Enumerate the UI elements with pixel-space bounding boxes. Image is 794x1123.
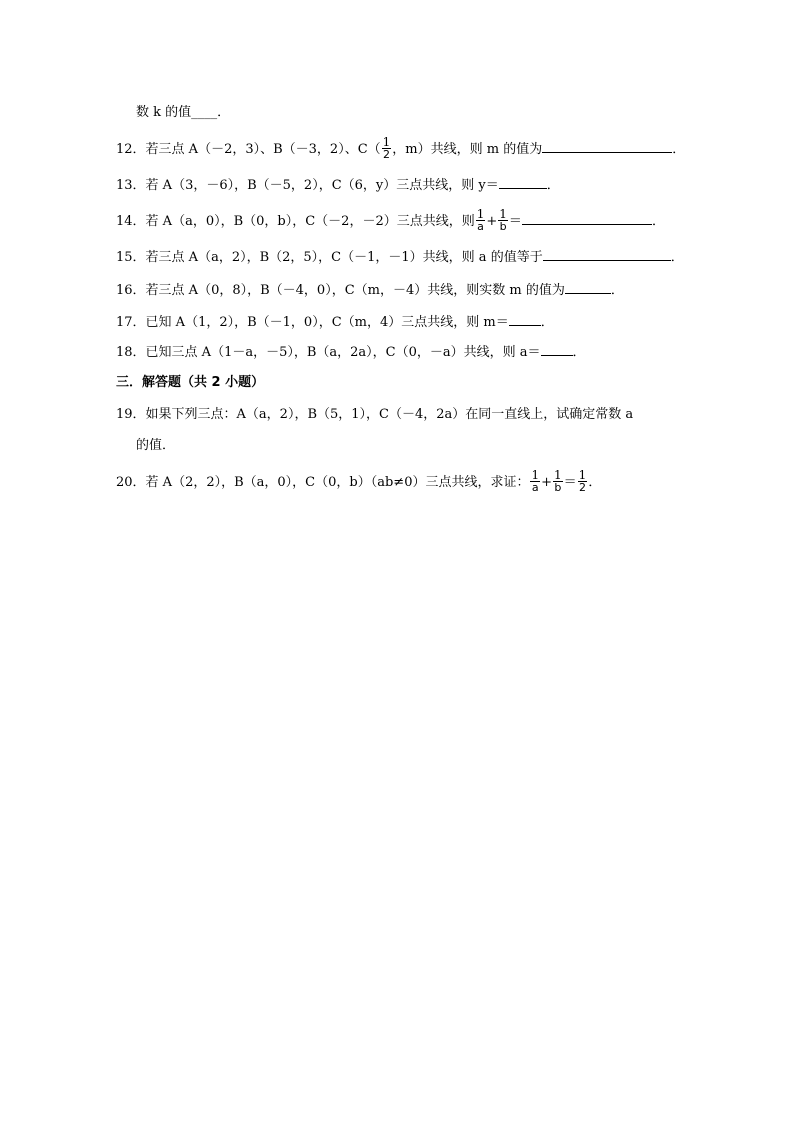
problem-text-cont: ，m）共线，则 m 的值为 <box>392 142 543 157</box>
period: ． <box>546 178 560 193</box>
problem-text: 如果下列三点：A（a，2），B（5，1），C（－4，2a）在同一直线上，试确定常数 a <box>145 407 634 422</box>
problem-number: 14． <box>116 214 146 229</box>
problem-number: 19． <box>116 407 146 422</box>
problem-text: 已知 A（1，2），B（－1，0），C（m，4）三点共线，则 m＝ <box>145 315 509 330</box>
section-3-heading: 三．解答题（共 2 小题） <box>116 375 265 390</box>
fraction-one-over-a <box>476 208 486 233</box>
fraction-one-over-b <box>553 469 563 494</box>
period: ． <box>540 315 554 330</box>
problem-19-continuation <box>136 437 175 455</box>
fraction-one-half <box>382 136 392 161</box>
answer-blank <box>542 140 672 153</box>
answer-blank <box>543 248 671 261</box>
period: ． <box>588 475 602 490</box>
problem-16 <box>116 281 624 300</box>
problem-number: 16． <box>116 283 146 298</box>
fraction-numerator: 1 <box>476 207 485 221</box>
fraction-denominator: 2 <box>382 148 390 161</box>
problem-12 <box>116 137 685 162</box>
fraction-numerator: 1 <box>531 468 540 482</box>
problem-text: 若三点 A（－2，3）、B（－3，2）、C（ <box>145 142 381 157</box>
problem-15 <box>116 248 684 267</box>
fraction-one-over-b <box>498 208 508 233</box>
problem-11-continuation <box>136 104 230 122</box>
period: ． <box>672 142 686 157</box>
problem-text: 若 A（2，2），B（a，0），C（0，b）（ab≠0）三点共线，求证： <box>145 475 530 490</box>
fraction-one-over-a <box>530 469 540 494</box>
problem-text: 已知三点 A（1－a，－5），B（a，2a），C（0，－a）共线，则 a＝ <box>145 345 541 360</box>
fraction-denominator: b <box>554 481 562 494</box>
fraction-denominator: 2 <box>578 481 586 494</box>
problem-text: 若 A（3，－6），B（－5，2），C（6，y）三点共线，则 y＝ <box>145 178 499 193</box>
fraction-denominator: b <box>499 220 507 233</box>
period: ． <box>651 214 665 229</box>
plus-sign: + <box>541 475 553 490</box>
problem-text: 若三点 A（0，8），B（－4，0），C（m，－4）共线，则实数 m 的值为 <box>145 283 565 298</box>
equals-sign: ＝ <box>508 214 522 229</box>
fraction-denominator: a <box>531 481 539 494</box>
problem-14 <box>116 209 665 234</box>
fraction-denominator: a <box>477 220 484 233</box>
fraction-one-half <box>578 469 588 494</box>
fraction-numerator: 1 <box>554 468 562 482</box>
period: ． <box>610 283 624 298</box>
problem-number: 15． <box>116 250 146 265</box>
answer-blank <box>541 343 573 356</box>
problem-18 <box>116 343 586 362</box>
answer-blank <box>565 281 611 294</box>
problem-text: 若 A（a，0），B（0，b），C（－2，－2）三点共线，则 <box>145 214 475 229</box>
plus-sign: + <box>486 214 498 229</box>
problem-number: 18． <box>116 345 146 360</box>
fraction-numerator: 1 <box>578 468 587 482</box>
answer-blank <box>522 212 652 225</box>
problem-text: 的值． <box>136 438 176 453</box>
problem-number: 12． <box>116 142 146 157</box>
problem-17 <box>116 313 554 332</box>
answer-blank <box>509 313 541 326</box>
period: ． <box>572 345 586 360</box>
problem-13 <box>116 176 560 195</box>
problem-number: 13． <box>116 178 146 193</box>
problem-text: 若三点 A（a，2），B（2，5），C（－1，－1）共线，则 a 的值等于 <box>145 250 543 265</box>
problem-11-tail: 数 k 的值____． <box>136 105 231 120</box>
equals-sign: ＝ <box>563 475 577 490</box>
problem-20 <box>116 470 601 495</box>
period: ． <box>670 250 684 265</box>
problem-19 <box>116 406 633 424</box>
problem-number: 17． <box>116 315 146 330</box>
fraction-numerator: 1 <box>382 135 391 149</box>
answer-blank <box>499 176 547 189</box>
problem-number: 20． <box>116 475 146 490</box>
fraction-numerator: 1 <box>499 207 507 221</box>
